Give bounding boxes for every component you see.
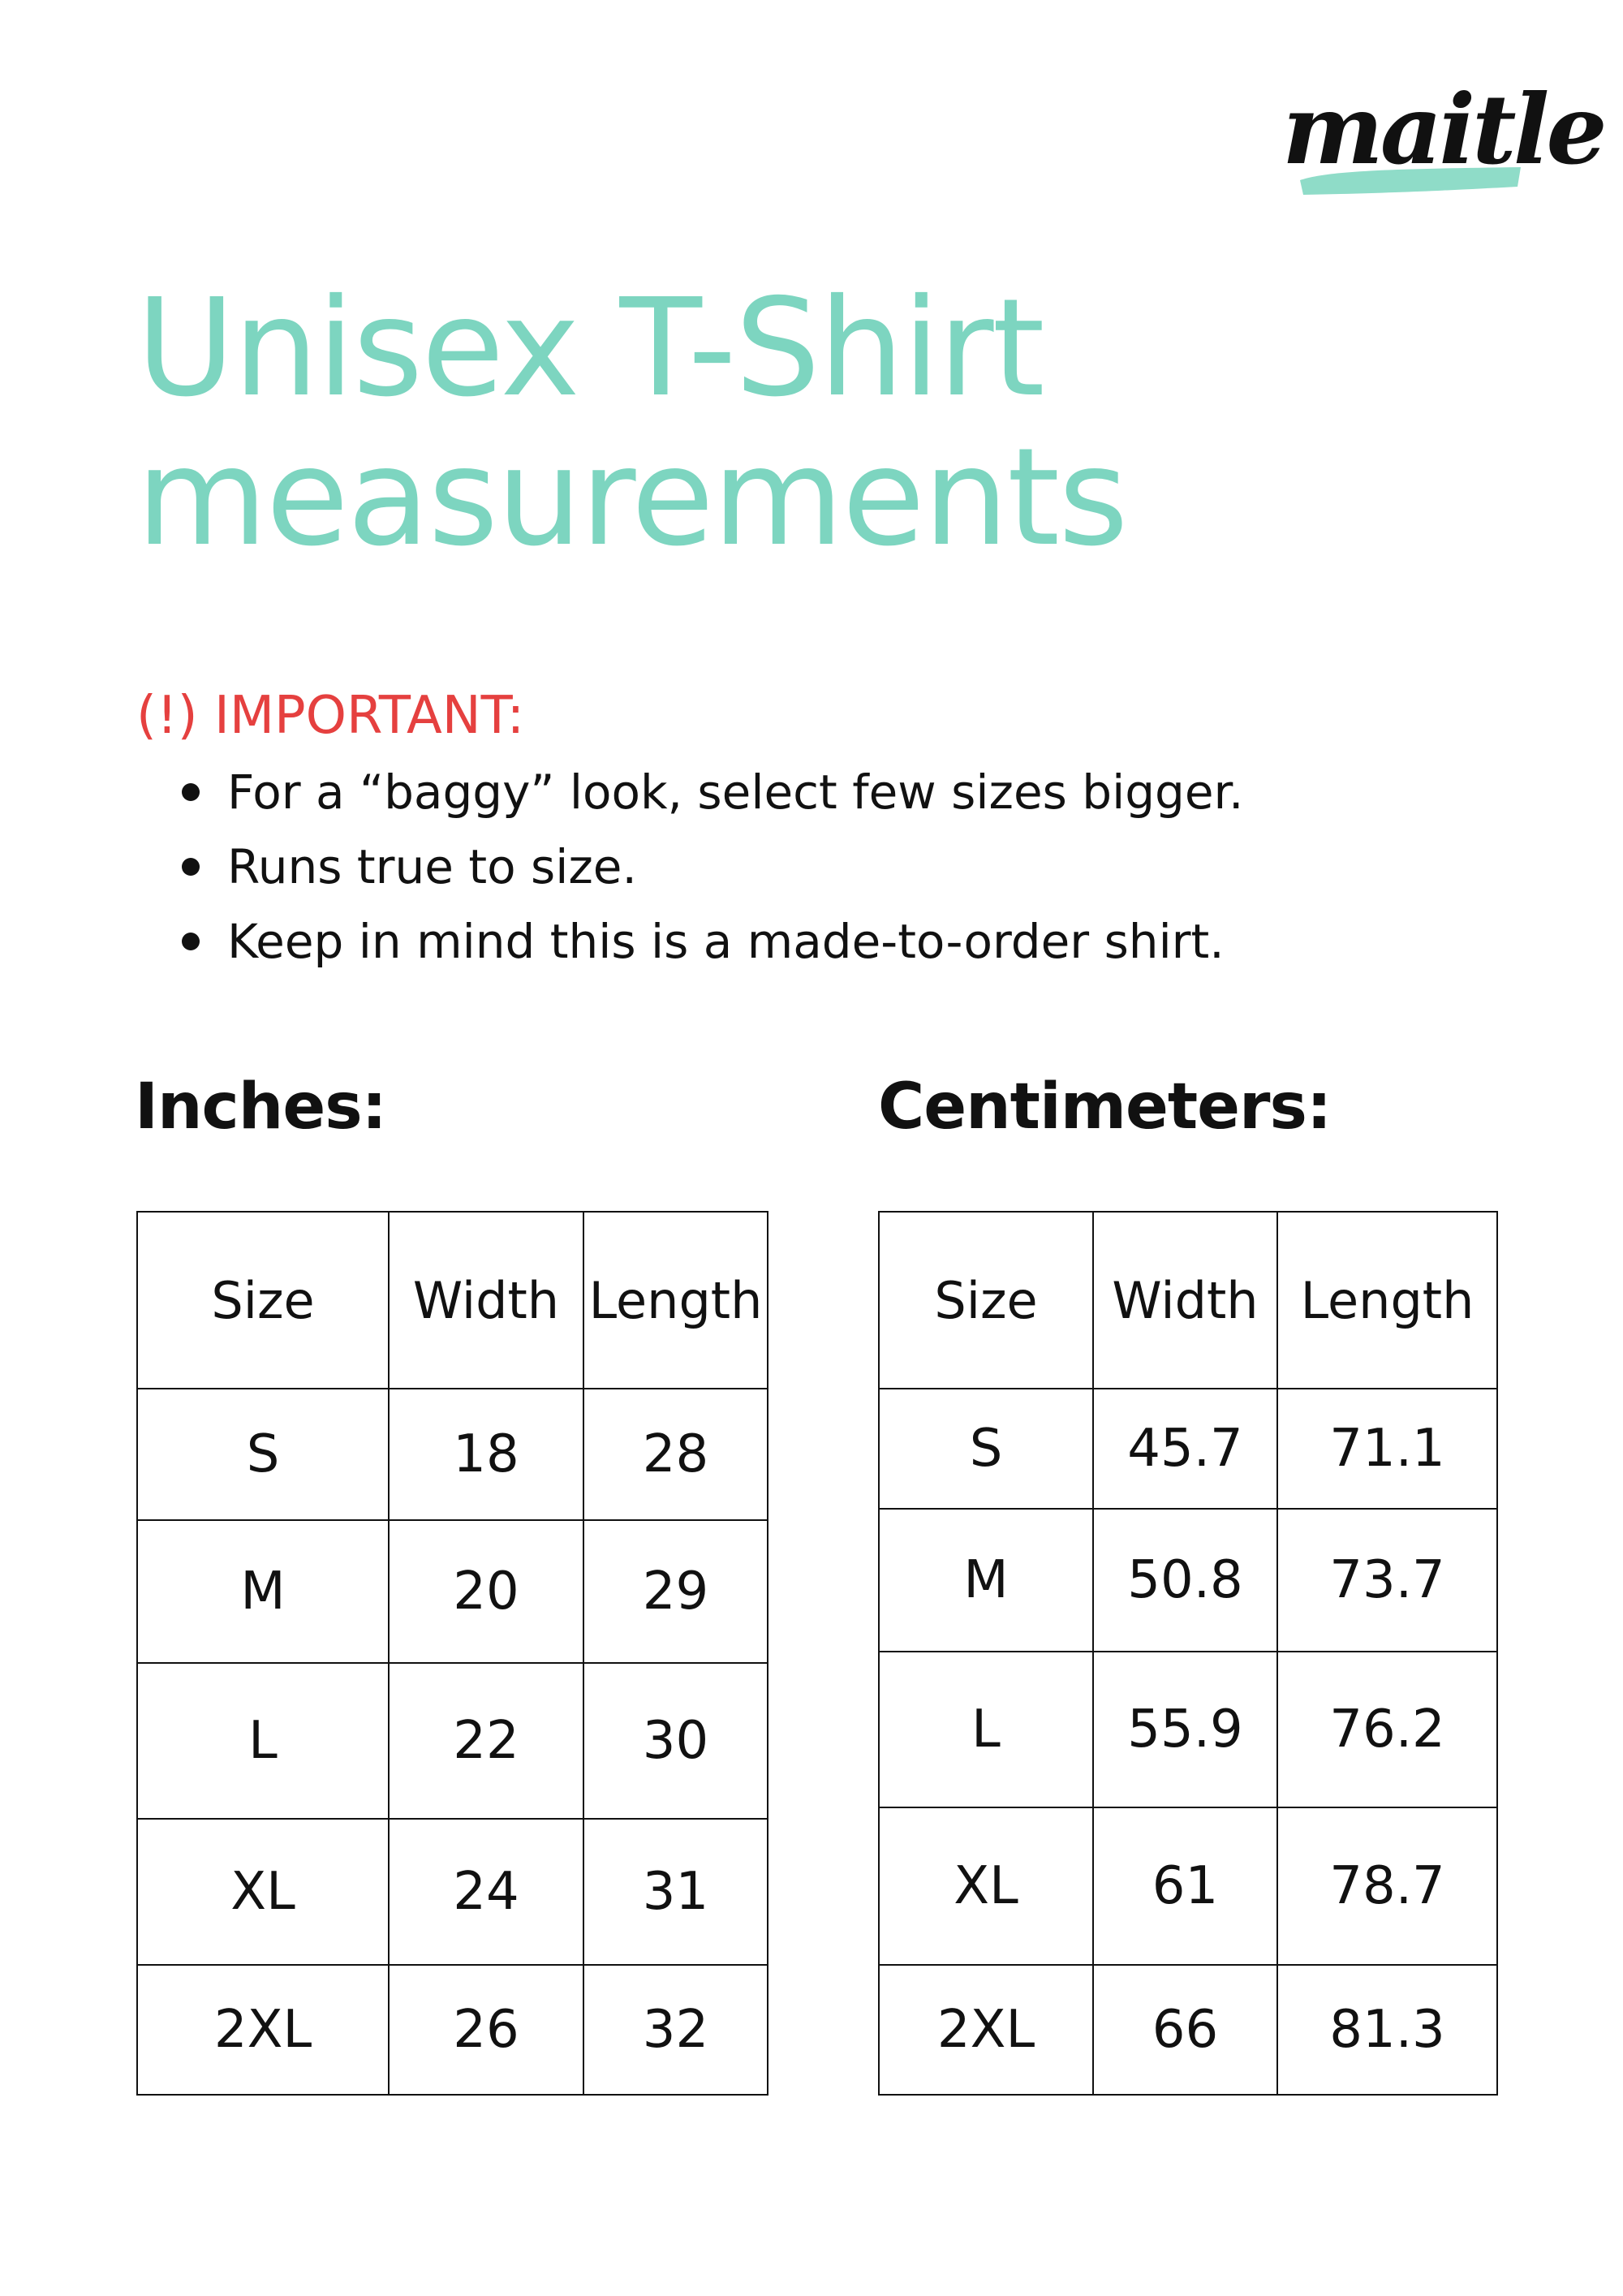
bullet-icon: [182, 858, 200, 876]
length-cell: 28: [583, 1389, 768, 1520]
size-cell: M: [879, 1509, 1093, 1652]
width-cell: 26: [389, 1965, 583, 2095]
column-header-length: Length: [583, 1212, 768, 1389]
length-cell: 81.3: [1277, 1965, 1497, 2095]
bullet-icon: [182, 783, 200, 801]
page-title-line-2: measurements: [136, 420, 1127, 576]
note-text: For a “baggy” look, select few sizes bigger.: [227, 765, 1244, 820]
table-row: [879, 1389, 1497, 1509]
centimeters-table: [878, 1211, 1498, 2096]
brand-logo: [1282, 65, 1604, 219]
centimeters-heading: Centimeters:: [878, 1070, 1332, 1144]
width-cell: 50.8: [1093, 1509, 1277, 1652]
column-header-width: Width: [1093, 1212, 1277, 1389]
inches-table: [136, 1211, 768, 2096]
width-cell: 45.7: [1093, 1389, 1277, 1509]
length-cell: 71.1: [1277, 1389, 1497, 1509]
table-row: [879, 1965, 1497, 2095]
size-cell: L: [879, 1652, 1093, 1807]
length-cell: 32: [583, 1965, 768, 2095]
length-cell: 78.7: [1277, 1807, 1497, 1965]
table-row: [137, 1520, 768, 1663]
note-item: [177, 904, 1244, 979]
size-cell: XL: [137, 1819, 389, 1965]
size-cell: M: [137, 1520, 389, 1663]
size-cell: S: [137, 1389, 389, 1520]
note-text: Keep in mind this is a made-to-order shirt.: [227, 914, 1225, 969]
width-cell: 55.9: [1093, 1652, 1277, 1807]
table-header-row: [137, 1212, 768, 1389]
size-cell: S: [879, 1389, 1093, 1509]
width-cell: 24: [389, 1819, 583, 1965]
column-header-size: Size: [137, 1212, 389, 1389]
size-cell: 2XL: [879, 1965, 1093, 2095]
important-notes-list: [177, 755, 1244, 979]
table-row: [137, 1389, 768, 1520]
width-cell: 61: [1093, 1807, 1277, 1965]
size-cell: L: [137, 1663, 389, 1819]
table-row: [879, 1509, 1497, 1652]
page-title: [136, 270, 1127, 576]
inches-heading: Inches:: [135, 1070, 386, 1144]
length-cell: 76.2: [1277, 1652, 1497, 1807]
page-title-line-1: Unisex T-Shirt: [136, 270, 1044, 427]
width-cell: 66: [1093, 1965, 1277, 2095]
width-cell: 22: [389, 1663, 583, 1819]
column-header-width: Width: [389, 1212, 583, 1389]
length-cell: 30: [583, 1663, 768, 1819]
note-item: [177, 829, 1244, 904]
note-text: Runs true to size.: [227, 839, 637, 894]
note-item: [177, 755, 1244, 829]
column-header-length: Length: [1277, 1212, 1497, 1389]
width-cell: 18: [389, 1389, 583, 1520]
width-cell: 20: [389, 1520, 583, 1663]
length-cell: 31: [583, 1819, 768, 1965]
length-cell: 29: [583, 1520, 768, 1663]
table-row: [137, 1819, 768, 1965]
size-cell: XL: [879, 1807, 1093, 1965]
logo-wordmark: maitle: [1282, 73, 1604, 186]
table-header-row: [879, 1212, 1497, 1389]
bullet-icon: [182, 933, 200, 950]
size-cell: 2XL: [137, 1965, 389, 2095]
table-row: [879, 1807, 1497, 1965]
table-row: [137, 1965, 768, 2095]
table-row: [879, 1652, 1497, 1807]
table-row: [137, 1663, 768, 1819]
important-label: (!) IMPORTANT:: [136, 686, 525, 746]
length-cell: 73.7: [1277, 1509, 1497, 1652]
column-header-size: Size: [879, 1212, 1093, 1389]
